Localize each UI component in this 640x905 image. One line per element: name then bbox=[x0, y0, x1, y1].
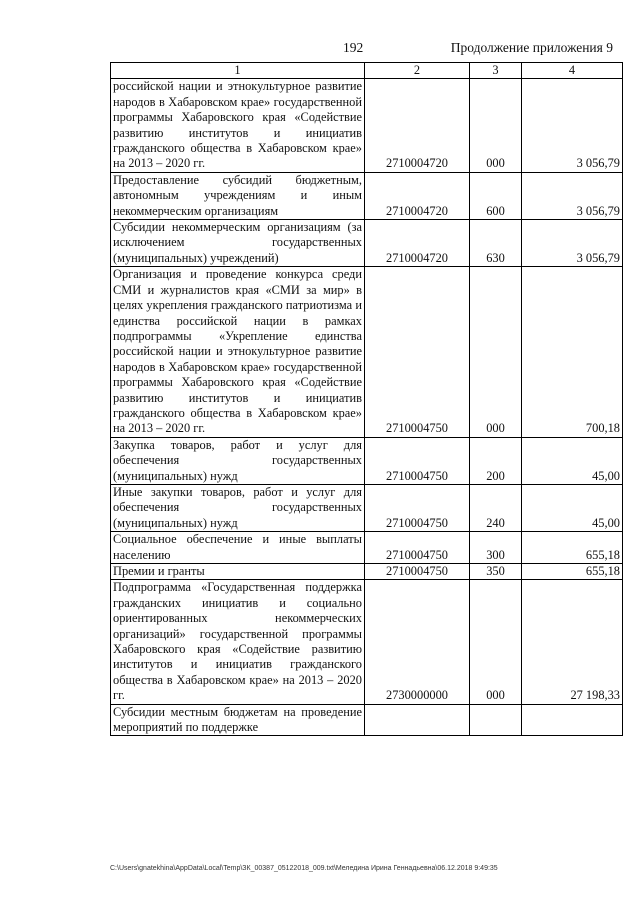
table-row bbox=[111, 532, 623, 564]
row-name: Субсидии местным бюджетам на проведение мероприятий по поддержке bbox=[111, 704, 365, 736]
file-path-footer: C:\Users\gnatekhina\AppData\Local\Temp\ЗК_00387_05122018_009.txt\Меледина Ирина Геннадьевна\06.12.2018 9:49:35 bbox=[110, 865, 498, 872]
row-amount: 3 056,79 bbox=[522, 79, 623, 172]
column-header: 2 bbox=[365, 63, 470, 79]
table-row bbox=[111, 564, 623, 580]
column-header: 1 bbox=[111, 63, 365, 79]
row-target-code: 2710004750 bbox=[365, 564, 470, 580]
row-expense-type: 000 bbox=[470, 267, 522, 437]
row-expense-type: 350 bbox=[470, 564, 522, 580]
continuation-title: Продолжение приложения 9 bbox=[450, 40, 613, 55]
row-target-code bbox=[365, 704, 470, 736]
row-amount: 27 198,33 bbox=[522, 580, 623, 704]
table-row bbox=[111, 220, 623, 267]
row-target-code: 2710004750 bbox=[365, 532, 470, 564]
row-amount: 3 056,79 bbox=[522, 220, 623, 267]
row-amount: 700,18 bbox=[522, 267, 623, 437]
row-target-code: 2710004750 bbox=[365, 437, 470, 484]
row-expense-type: 300 bbox=[470, 532, 522, 564]
row-expense-type: 600 bbox=[470, 172, 522, 219]
row-amount: 655,18 bbox=[522, 564, 623, 580]
row-expense-type: 000 bbox=[470, 79, 522, 172]
table-row bbox=[111, 172, 623, 219]
row-expense-type: 630 bbox=[470, 220, 522, 267]
row-expense-type: 200 bbox=[470, 437, 522, 484]
row-name: Социальное обеспечение и иные выплаты населению bbox=[111, 532, 365, 564]
table-row bbox=[111, 267, 623, 437]
table-row bbox=[111, 79, 623, 172]
row-expense-type: 000 bbox=[470, 580, 522, 704]
row-target-code: 2710004750 bbox=[365, 267, 470, 437]
row-target-code: 2730000000 bbox=[365, 580, 470, 704]
row-target-code: 2710004720 bbox=[365, 172, 470, 219]
table-row bbox=[111, 580, 623, 704]
row-target-code: 2710004750 bbox=[365, 484, 470, 531]
row-expense-type: 240 bbox=[470, 484, 522, 531]
row-amount: 45,00 bbox=[522, 437, 623, 484]
row-amount: 3 056,79 bbox=[522, 172, 623, 219]
table-row bbox=[111, 484, 623, 531]
row-name: Предоставление субсидий бюджетным, автономным учреждениям и иным некоммерческим организациям bbox=[111, 172, 365, 219]
table-row bbox=[111, 704, 623, 736]
row-name: российской нации и этнокультурное развитие народов в Хабаровском крае» государственной программы Хабаровского края «Содействие развитию институтов и инициатив гражданского общества в Хабаровском крае» на 2013 – 2020 гг. bbox=[111, 79, 365, 172]
row-name: Премии и гранты bbox=[111, 564, 365, 580]
budget-table bbox=[110, 62, 623, 736]
row-name: Подпрограмма «Государственная поддержка гражданских инициатив и социально ориентированных некоммерческих организаций» государственной программы Хабаровского края «Содействие развитию институтов и инициатив гражданского общества в Хабаровском крае» на 2013 – 2020 гг. bbox=[111, 580, 365, 704]
row-expense-type bbox=[470, 704, 522, 736]
column-header: 4 bbox=[522, 63, 623, 79]
row-name: Организация и проведение конкурса среди СМИ и журналистов края «СМИ за мир» в целях укрепления гражданского патриотизма и единства российской нации в рамках подпрограммы «Укрепление единства российской нации и этнокультурное развитие народов в Хабаровском крае» государственной программы Хабаровского края «Содействие развитию институтов и инициатив гражданского общества в Хабаровском крае» на 2013 – 2020 гг. bbox=[111, 267, 365, 437]
row-target-code: 2710004720 bbox=[365, 79, 470, 172]
table-row bbox=[111, 437, 623, 484]
column-header: 3 bbox=[470, 63, 522, 79]
row-amount: 45,00 bbox=[522, 484, 623, 531]
row-name: Иные закупки товаров, работ и услуг для обеспечения государственных (муниципальных) нужд bbox=[111, 484, 365, 531]
row-amount bbox=[522, 704, 623, 736]
row-amount: 655,18 bbox=[522, 532, 623, 564]
row-target-code: 2710004720 bbox=[365, 220, 470, 267]
table-header-row bbox=[111, 63, 623, 79]
row-name: Закупка товаров, работ и услуг для обеспечения государственных (муниципальных) нужд bbox=[111, 437, 365, 484]
row-name: Субсидии некоммерческим организациям (за исключением государственных (муниципальных) учреждений) bbox=[111, 220, 365, 267]
page-number: 192 bbox=[343, 40, 364, 55]
